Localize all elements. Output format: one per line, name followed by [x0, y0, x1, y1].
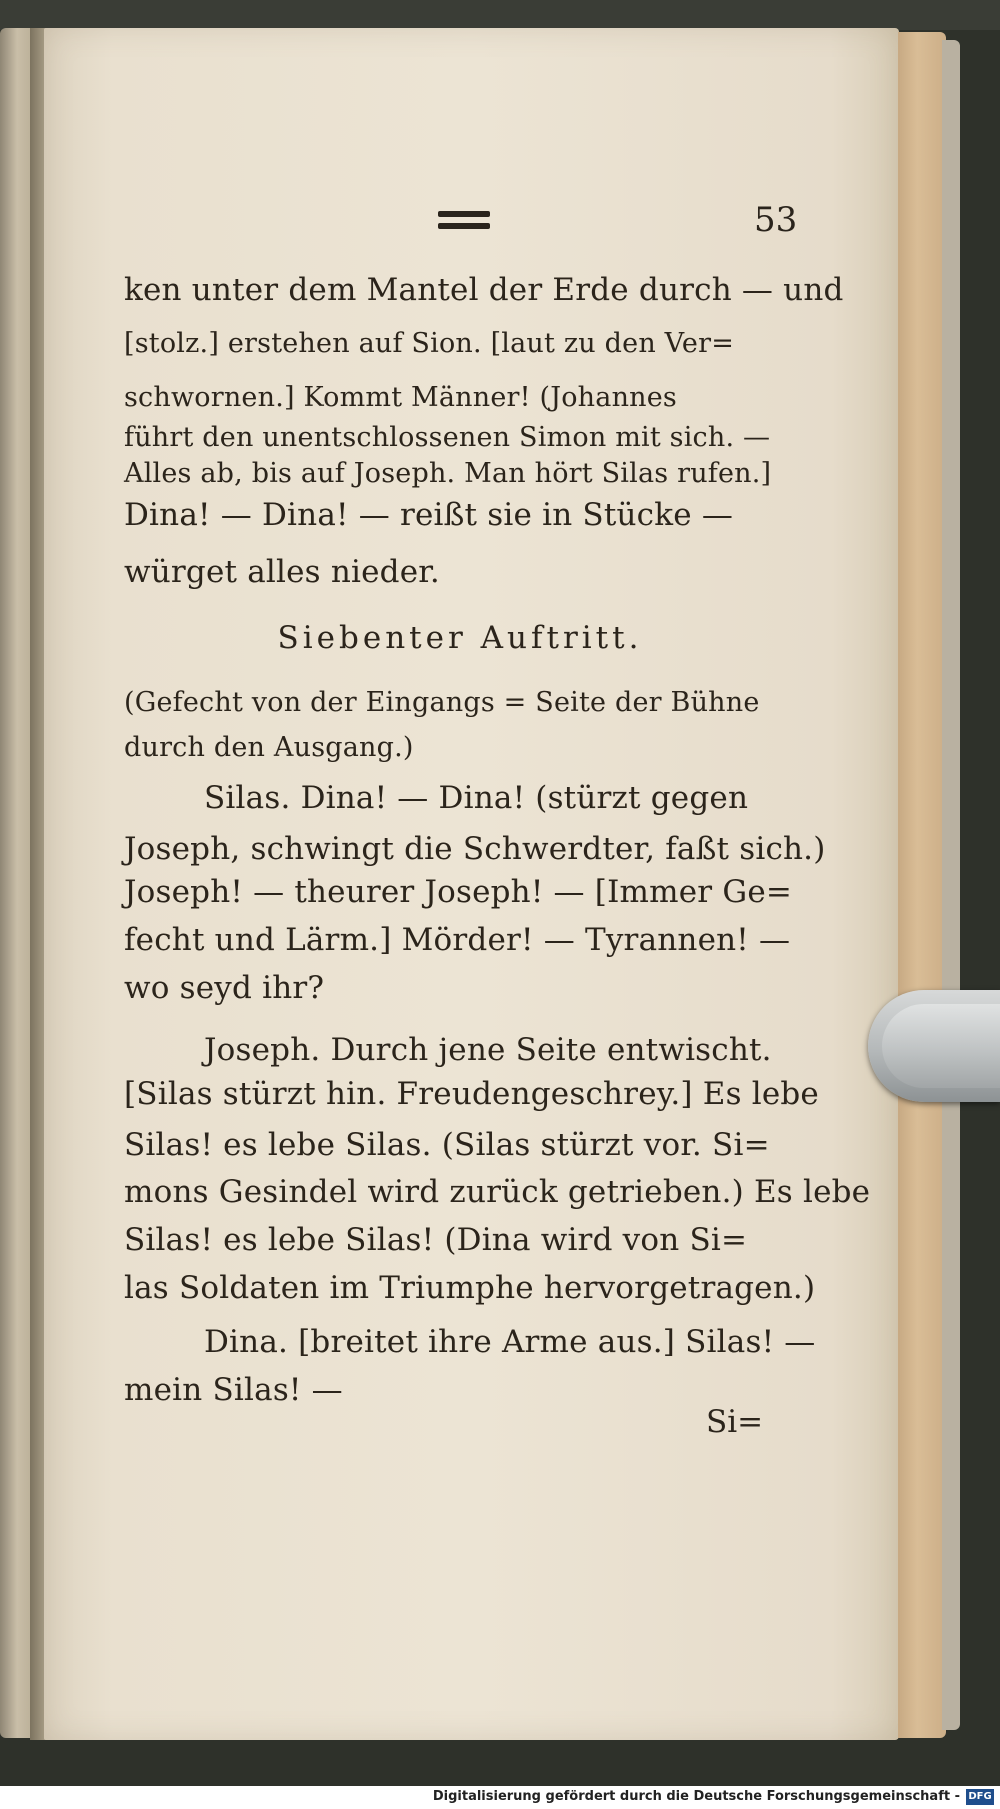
text-line: [stolz.] erstehen auf Sion. [laut zu den Ver=	[124, 328, 735, 359]
text-line: führt den unentschlossenen Simon mit sich. —	[124, 422, 771, 453]
speech-line: fecht und Lärm.] Mörder! — Tyrannen! —	[124, 922, 791, 958]
digitization-credit: Digitalisierung gefördert durch die Deutsche Forschungsgemeinschaft -	[432, 1789, 960, 1804]
text-line: schwornen.] Kommt Männer! (Johannes	[124, 382, 677, 413]
dfg-logo: DFG	[966, 1789, 994, 1805]
speech-line: [Silas stürzt hin. Freudengeschrey.] Es lebe	[124, 1076, 819, 1112]
speech-line: mons Gesindel wird zurück getrieben.) Es lebe	[124, 1174, 871, 1210]
speech-line: Joseph! — theurer Joseph! — [Immer Ge=	[124, 874, 793, 910]
scan-background	[0, 0, 1000, 30]
page-number: 53	[754, 200, 798, 240]
speech-line: Dina. [breitet ihre Arme aus.] Silas! —	[204, 1324, 816, 1360]
speech-line: wo seyd ihr?	[124, 970, 325, 1006]
book-clip	[868, 990, 1000, 1102]
page-stack-edge	[898, 32, 946, 1738]
stage-direction-line: (Gefecht von der Eingangs = Seite der Bühne	[124, 687, 760, 718]
speech-line: Joseph, schwingt die Schwerdter, faßt sich.)	[124, 831, 826, 867]
speech-line: mein Silas! —	[124, 1372, 343, 1408]
speech-line: las Soldaten im Triumphe hervorgetragen.)	[124, 1270, 816, 1306]
stage-direction-line: durch den Ausgang.)	[124, 732, 414, 763]
header-ornament-rule	[438, 211, 490, 235]
speech-line: Silas. Dina! — Dina! (stürzt gegen	[204, 780, 749, 816]
text-line: Dina! — Dina! — reißt sie in Stücke —	[124, 497, 734, 533]
scene-heading: Siebenter Auftritt.	[277, 620, 643, 656]
catchword: Si=	[706, 1404, 764, 1440]
text-line: ken unter dem Mantel der Erde durch — und	[124, 272, 844, 308]
speech-line: Silas! es lebe Silas. (Silas stürzt vor. Si=	[124, 1127, 770, 1163]
speech-line: Silas! es lebe Silas! (Dina wird von Si=	[124, 1222, 748, 1258]
text-line: Alles ab, bis auf Joseph. Man hört Silas rufen.]	[124, 458, 772, 489]
text-line: würget alles nieder.	[124, 554, 440, 590]
page-stack-edge-shadow	[942, 40, 960, 1730]
speech-line: Joseph. Durch jene Seite entwischt.	[204, 1032, 772, 1068]
